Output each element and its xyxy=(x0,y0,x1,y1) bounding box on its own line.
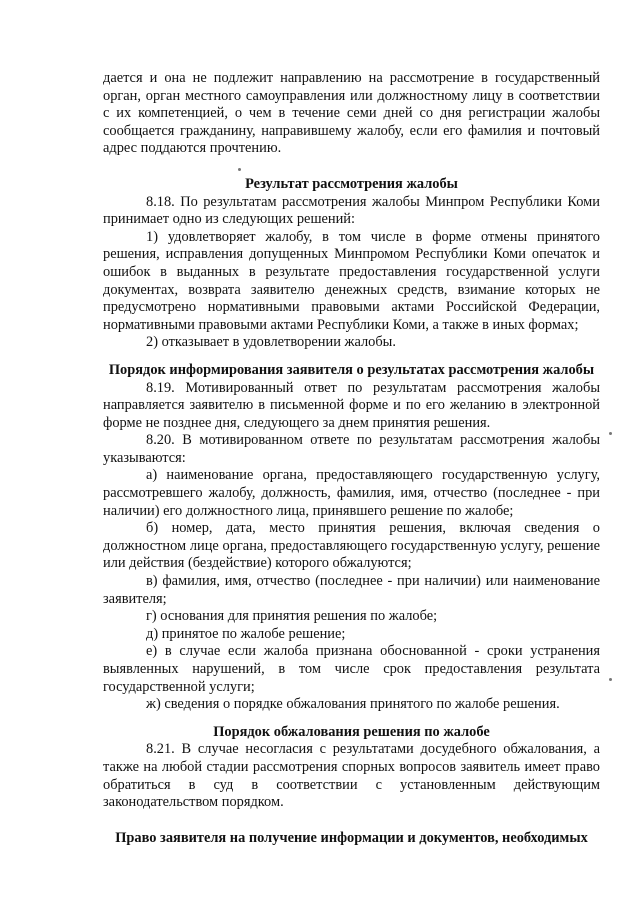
section-title-result: Результат рассмотрения жалобы xyxy=(245,175,458,192)
scan-speck xyxy=(609,678,612,681)
document-body xyxy=(103,70,600,847)
clause-8-19: 8.19. Мотивированный ответ по результатам рассмотрения жалобы направляется заявителю в письменной форме и по его желанию в электронной форме не позднее дня, следующего за днем принятия решения. xyxy=(103,379,600,431)
section-title-appeal: Порядок обжалования решения по жалобе xyxy=(213,723,490,740)
decision-item-1: 1) удовлетворяет жалобу, в том числе в форме отмены принятого решения, исправления допущенных Минпромом Республики Коми опечаток и ошибок в выданных в результате предоставления государственной услуги документах, возврата заявителю денежных средств, взимание которых не предусмотрено нормативными правовыми актами Российской Федерации, нормативными правовыми актами Республики Коми, а также в иных формах; xyxy=(103,228,600,333)
list-item-d: д) принятое по жалобе решение; xyxy=(146,625,346,642)
list-item-v: в) фамилия, имя, отчество (последнее - при наличии) или наименование заявителя; xyxy=(103,573,600,607)
section-title-rights: Право заявителя на получение информации и документов, необходимых xyxy=(115,829,588,846)
clause-8-18: 8.18. По результатам рассмотрения жалобы Минпром Республики Коми принимает одно из следующих решений: xyxy=(103,193,600,228)
list-item-a: а) наименование органа, предоставляющего государственную услугу, рассмотревшего жалобу, должность, фамилия, имя, отчество (последнее - при наличии) его должностного лица, принявшего решение по жалобе; xyxy=(103,467,600,519)
intro-paragraph: дается и она не подлежит направлению на рассмотрение в государственный орган, орган местного самоуправления или должностному лицу в соответствии с их компетенцией, о чем в течение семи дней со дня регистрации жалобы сообщается гражданину, направившему жалобу, если его фамилия и почтовый адрес поддаются прочтению. xyxy=(103,70,600,157)
clause-8-21: 8.21. В случае несогласия с результатами досудебного обжалования, а также на любой стадии рассмотрения спорных вопросов заявитель имеет право обратиться в суд в соответствии с установленным действующим законодательством порядком. xyxy=(103,741,600,811)
scan-speck xyxy=(609,432,612,435)
list-item-g: г) основания для принятия решения по жалобе; xyxy=(146,608,438,625)
section-title-informing: Порядок информирования заявителя о результатах рассмотрения жалобы xyxy=(108,361,595,378)
decision-item-2: 2) отказывает в удовлетворении жалобы. xyxy=(146,334,396,351)
list-item-e: е) в случае если жалоба признана обоснованной - сроки устранения выявленных нарушений, в том числе срок предоставления результата государственной услуги; xyxy=(103,643,600,695)
clause-8-20: 8.20. В мотивированном ответе по результатам рассмотрения жалобы указываются: xyxy=(103,432,600,466)
list-item-zh: ж) сведения о порядке обжалования принятого по жалобе решения. xyxy=(146,696,560,713)
list-item-b: б) номер, дата, место принятия решения, включая сведения о должностном лице органа, предоставляющего государственную услугу, решение или действия (бездействие) которого обжалуются; xyxy=(103,520,600,572)
